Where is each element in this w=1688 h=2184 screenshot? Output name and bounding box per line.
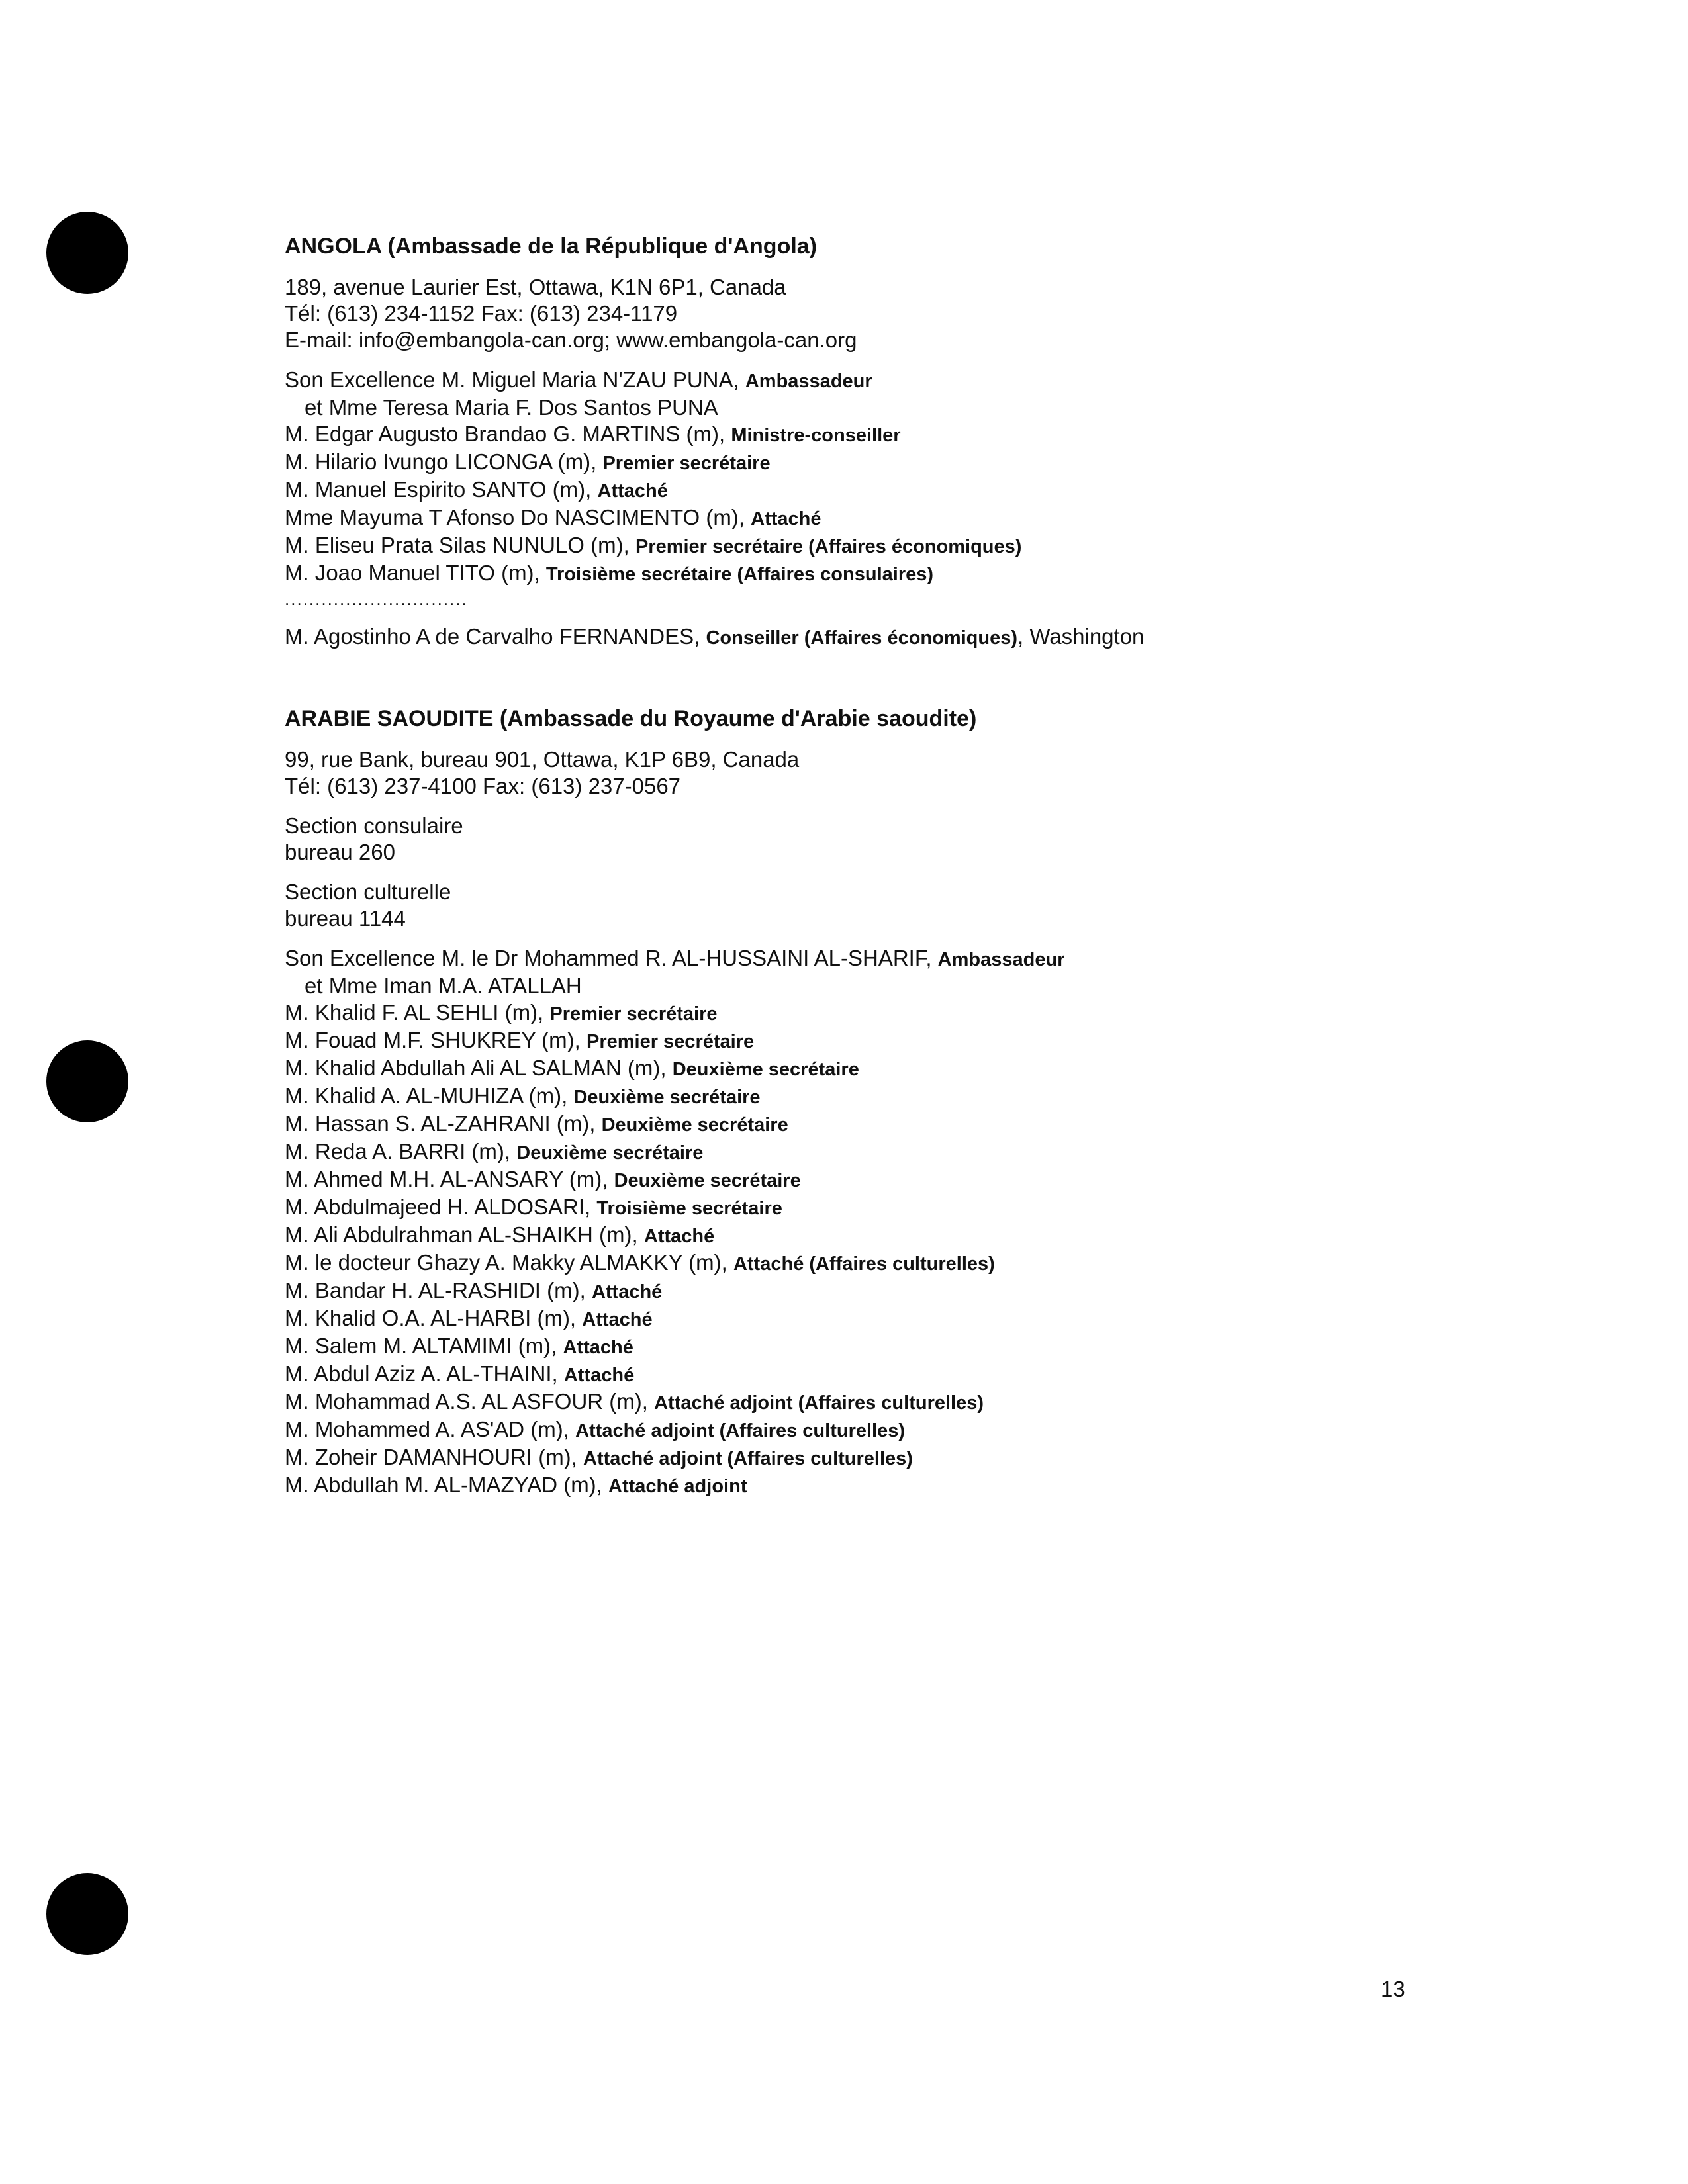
staff-role: Troisième secrétaire (Affaires consulaires) [545,564,934,585]
staff-entry [285,1277,1542,1305]
staff-entry [285,1333,1542,1361]
staff-name: Mme Mayuma T Afonso Do NASCIMENTO (m), [285,505,745,529]
staff-entry [285,973,1542,999]
staff-name: M. Ahmed M.H. AL-ANSARY (m), [285,1167,608,1191]
staff-entry [285,367,1542,394]
staff-name: M. Khalid F. AL SEHLI (m), [285,1000,544,1024]
staff-entry [285,449,1542,477]
staff-name: M. Zoheir DAMANHOURI (m), [285,1445,577,1469]
staff-entry [285,532,1542,560]
punch-hole-top [46,212,128,294]
staff-role: Deuxième secrétaire [672,1059,859,1080]
section-angola [285,232,1542,651]
staff-role: Ministre-conseiller [731,425,901,446]
section-arabie-saoudite [285,704,1542,1500]
staff-role: Ambassadeur [745,371,872,392]
staff-name: M. Ali Abdulrahman AL-SHAIKH (m), [285,1222,638,1247]
email-web-line: E-mail: info@embangola-can.org; www.embangola-can.org [285,328,857,352]
staff-role: Attaché adjoint (Affaires culturelles) [583,1448,913,1469]
document-body [285,232,1542,1513]
staff-role: Troisième secrétaire [596,1198,782,1219]
phone-fax-line: Tél: (613) 237-4100 Fax: (613) 237-0567 [285,774,681,798]
page-number: 13 [1381,1977,1405,2001]
staff-entry [285,1194,1542,1222]
staff-entry [285,1222,1542,1250]
staff-entry [285,1388,1542,1416]
staff-entry [285,1055,1542,1083]
staff-role: Attaché adjoint (Affaires culturelles) [654,1392,984,1414]
staff-entry [285,1416,1542,1444]
staff-name: M. Manuel Espirito SANTO (m), [285,477,592,502]
staff-role: Attaché [643,1226,715,1247]
address-block-angola [285,274,1542,353]
staff-name: M. Khalid Abdullah Ali AL SALMAN (m), [285,1056,667,1080]
staff-entry [285,560,1542,588]
staff-name: M. Salem M. ALTAMIMI (m), [285,1334,557,1358]
staff-role: Conseiller (Affaires économiques) [706,627,1018,649]
staff-name: M. Mohammed A. AS'AD (m), [285,1417,569,1441]
phone-fax-line: Tél: (613) 234-1152 Fax: (613) 234-1179 [285,301,678,326]
staff-entry [285,1027,1542,1055]
staff-role: Deuxième secrétaire [516,1142,704,1163]
staff-name: et Mme Teresa Maria F. Dos Santos PUNA [305,395,718,420]
staff-role: Attaché [751,508,821,529]
staff-entry [285,477,1542,504]
staff-role: Ambassadeur [937,949,1065,970]
staff-entry [285,1083,1542,1111]
address-line: 189, avenue Laurier Est, Ottawa, K1N 6P1, Canada [285,275,786,299]
staff-name: M. Mohammad A.S. AL ASFOUR (m), [285,1389,648,1414]
staff-entry [285,1361,1542,1388]
staff-name: M. Abdullah M. AL-MAZYAD (m), [285,1473,602,1497]
staff-name: M. Bandar H. AL-RASHIDI (m), [285,1278,586,1302]
cultural-section-office: bureau 1144 [285,906,406,931]
staff-list-arabie [285,945,1542,1500]
staff-name: M. Eliseu Prata Silas NUNULO (m), [285,533,630,557]
punch-hole-middle [46,1040,128,1122]
staff-name: Son Excellence M. le Dr Mohammed R. AL-HUSSAINI AL-SHARIF, [285,946,932,970]
staff-name: M. Abdul Aziz A. AL-THAINI, [285,1361,558,1386]
address-block-arabie [285,747,1542,799]
staff-name: M. Edgar Augusto Brandao G. MARTINS (m), [285,422,726,446]
staff-role: Premier secrétaire (Affaires économiques) [635,536,1022,557]
staff-entry [285,623,1542,651]
staff-role: Attaché [582,1309,653,1330]
staff-role: Attaché adjoint (Affaires culturelles) [575,1420,906,1441]
staff-name: M. Fouad M.F. SHUKREY (m), [285,1028,581,1052]
staff-entry [285,1166,1542,1194]
staff-entry [285,394,1542,421]
staff-entry [285,1250,1542,1277]
staff-entry [285,1138,1542,1166]
staff-name: M. Hilario Ivungo LICONGA (m), [285,449,597,474]
staff-entry [285,999,1542,1027]
staff-entry [285,1111,1542,1138]
cultural-section-label: Section culturelle [285,880,451,904]
staff-role: Deuxième secrétaire [601,1115,788,1136]
staff-entry [285,504,1542,532]
staff-role: Deuxième secrétaire [614,1170,801,1191]
staff-role: Attaché [597,480,668,502]
staff-name: et Mme Iman M.A. ATALLAH [305,974,582,998]
staff-role: Attaché [591,1281,663,1302]
staff-name: M. Agostinho A de Carvalho FERNANDES, [285,624,700,649]
staff-role: Premier secrétaire [549,1003,718,1024]
staff-entry [285,945,1542,973]
staff-role: Deuxième secrétaire [573,1087,761,1108]
cultural-section [285,879,1542,932]
staff-role: Attaché (Affaires culturelles) [733,1253,995,1275]
staff-name: M. le docteur Ghazy A. Makky ALMAKKY (m), [285,1250,727,1275]
staff-role: Premier secrétaire [586,1031,755,1052]
staff-entry [285,1305,1542,1333]
washington-staff-angola [285,623,1542,651]
section-title-arabie-saoudite: ARABIE SAOUDITE (Ambassade du Royaume d'Arabie saoudite) [285,706,977,731]
staff-list-angola [285,367,1542,610]
staff-role: Attaché adjoint [608,1476,747,1497]
dotted-separator: .............................. [285,589,468,609]
staff-role: Attaché [563,1337,633,1358]
staff-entry [285,1472,1542,1500]
staff-name: M. Khalid O.A. AL-HARBI (m), [285,1306,577,1330]
address-line: 99, rue Bank, bureau 901, Ottawa, K1P 6B9, Canada [285,747,800,772]
staff-name: M. Abdulmajeed H. ALDOSARI, [285,1195,591,1219]
staff-name: M. Joao Manuel TITO (m), [285,561,540,585]
staff-name: Son Excellence M. Miguel Maria N'ZAU PUNA, [285,367,739,392]
staff-location: , Washington [1017,624,1145,649]
staff-name: M. Hassan S. AL-ZAHRANI (m), [285,1111,596,1136]
staff-entry [285,421,1542,449]
staff-role: Premier secrétaire [602,453,771,474]
consular-section-label: Section consulaire [285,813,463,838]
consular-section [285,813,1542,866]
punch-hole-bottom [46,1873,128,1955]
section-gap [285,664,1542,704]
section-title-angola: ANGOLA (Ambassade de la République d'Angola) [285,234,818,259]
staff-role: Attaché [563,1365,635,1386]
staff-name: M. Reda A. BARRI (m), [285,1139,511,1163]
staff-entry [285,1444,1542,1472]
staff-name: M. Khalid A. AL-MUHIZA (m), [285,1083,568,1108]
consular-section-office: bureau 260 [285,840,395,864]
